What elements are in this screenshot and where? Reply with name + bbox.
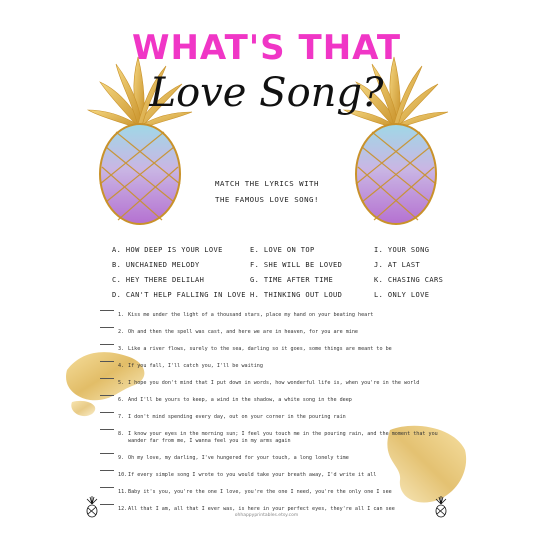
- answer-blank[interactable]: [100, 395, 114, 396]
- clue-number: 3.: [118, 346, 125, 352]
- clue-text: Baby it's you, you're the one I love, you're the one I need, you're the only one I see: [128, 489, 392, 495]
- answer-blank[interactable]: [100, 453, 114, 454]
- clue-number: 9.: [118, 455, 125, 461]
- footer-url: ohhappyprintables.etsy.com: [234, 513, 299, 518]
- instructions: [200, 176, 334, 208]
- clue-number: 5.: [118, 380, 125, 386]
- clue-number: 12.: [118, 506, 128, 512]
- answer-option: K. CHASING CARS: [374, 276, 444, 284]
- answer-option: A. HOW DEEP IS YOUR LOVE: [112, 246, 223, 254]
- answer-option: C. HEY THERE DELILAH: [112, 276, 205, 284]
- answer-option: B. UNCHAINED MELODY: [112, 261, 200, 269]
- clue-number: 4.: [118, 363, 125, 369]
- answer-option: H. THINKING OUT LOUD: [250, 291, 343, 299]
- answer-blank[interactable]: [100, 327, 114, 328]
- answer-option: L. ONLY LOVE: [374, 291, 430, 299]
- answer-option: I. YOUR SONG: [374, 246, 430, 254]
- instructions-line-2: THE FAMOUS LOVE SONG!: [215, 195, 319, 204]
- answer-blank[interactable]: [100, 470, 114, 471]
- clue-text: Oh my love, my darling, I've hungered for your touch, a long lonely time: [128, 455, 349, 461]
- clue-text: Oh and then the spell was cast, and here we are in heaven, for you are mine: [128, 329, 359, 335]
- clue-text: Like a river flows, surely to the sea, darling so it goes, some things are meant to be: [128, 346, 392, 352]
- answer-blank[interactable]: [100, 504, 114, 505]
- clue-text: I don't mind spending every day, out on your corner in the pouring rain: [128, 414, 346, 420]
- answer-blank[interactable]: [100, 429, 114, 430]
- clue-number: 8.: [118, 431, 125, 437]
- clue-text: I know your eyes in the morning sun; I feel you touch me in the pouring rain, and the moment that you wander far from me, I wanna feel you in my arms again: [128, 431, 438, 444]
- clue-text: And I'll be yours to keep, a wind in the shadow, a white song in the deep: [128, 397, 352, 403]
- title-line-1: WHAT'S THAT: [131, 28, 402, 68]
- answer-option: D. CAN'T HELP FALLING IN LOVE: [112, 291, 246, 299]
- answer-blank[interactable]: [100, 487, 114, 488]
- answer-option: E. LOVE ON TOP: [250, 246, 315, 254]
- answer-option: F. SHE WILL BE LOVED: [250, 261, 343, 269]
- clue-text: Kiss me under the light of a thousand stars, place my hand on your beating heart: [128, 312, 374, 318]
- clue-text: If every simple song I wrote to you would take your breath away, I'd write it all: [128, 472, 377, 478]
- clue-text: I hope you don't mind that I put down in words, how wonderful life is, when you're in the world: [128, 380, 420, 386]
- answer-blank[interactable]: [100, 310, 114, 311]
- clue-number: 2.: [118, 329, 125, 335]
- answer-blank[interactable]: [100, 412, 114, 413]
- clue-number: 7.: [118, 414, 125, 420]
- clue-number: 11.: [118, 489, 128, 495]
- answer-option: G. TIME AFTER TIME: [250, 276, 334, 284]
- answer-option: J. AT LAST: [374, 261, 421, 269]
- answer-blank[interactable]: [100, 378, 114, 379]
- clue-text: If you fall, I'll catch you, I'll be waiting: [128, 363, 263, 369]
- answer-blank[interactable]: [100, 344, 114, 345]
- clue-text: All that I am, all that I ever was, is here in your perfect eyes, they're all I can see: [128, 506, 395, 512]
- clue-number: 1.: [118, 312, 125, 318]
- clue-number: 6.: [118, 397, 125, 403]
- clue-number: 10.: [118, 472, 128, 478]
- title-line-2: Love Song?: [149, 70, 384, 116]
- answer-blank[interactable]: [100, 361, 114, 362]
- instructions-line-1: MATCH THE LYRICS WITH: [215, 179, 319, 188]
